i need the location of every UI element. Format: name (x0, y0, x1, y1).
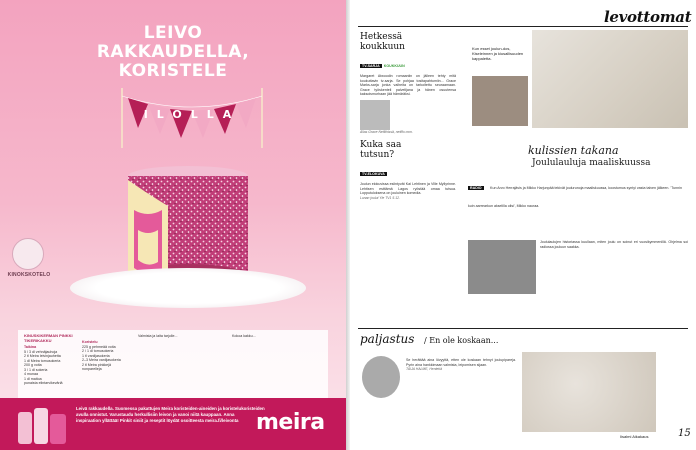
headline-1-line-2: koukkuun (360, 42, 405, 52)
ingredient: punaista elintarvikeväriä (24, 381, 63, 385)
article-headline-1 (360, 32, 456, 52)
meira-logo: meira (256, 410, 325, 435)
kulissien-takana-heading: kulissien takana (528, 144, 619, 157)
article-body-2: Joulun elokuvissa esiintyvät Kai Lehtinen ja Ville Myllyrinne. Lehtisen esittämä Lagos ryöstää omaa tutsua. Lopputuloksena on jouluinen komedia. (360, 181, 456, 196)
paljastus-heading: paljastus (360, 332, 415, 346)
page-footer: Iisalmi Aikakaus (620, 434, 649, 439)
headline-2-line-1: Kuka saa (360, 139, 402, 150)
ad-headline (0, 24, 346, 81)
recipe-instructions-2: Kokoa kakku... (232, 334, 256, 338)
ad-headline-line-1: LEIVO (143, 23, 203, 43)
car-photo (468, 240, 536, 294)
ad-headline-line-2: RAKKAUDELLA, (96, 42, 250, 62)
headline-2-line-2: tutsun? (360, 149, 395, 160)
article-body-3: Kun Arvo Herrajävis ja Mikko Harjunpää tekivät joulurunoja maaliskuussa, koostumus syntyi vasta talven jälkeen. 'Tunnin kuin aarrearkun akselilla olisi', Mikko nauraa. (468, 186, 682, 208)
grace-marks-photo (360, 100, 390, 130)
recipe-ingredients-dough (24, 334, 74, 394)
ingredient: 5 / 3 dl vehnäjauhoja (24, 349, 58, 354)
middle-article (468, 176, 688, 212)
paljastus-article (406, 358, 516, 371)
ingredient: 1 dl Meira tomusokeria (24, 358, 61, 363)
ingredient: 2 tl Meira pinkkejä nonparelleja (82, 362, 111, 371)
ingredient: 4 munaa (24, 372, 38, 376)
ingredient: 1 dl maitoa (24, 376, 42, 381)
paljastus-body: Se herättää aina lövyyttä, etten ole koskaan tehnyt joulupipareja. Pyrin aina hankkimaan valmista, leipomisen sijaan. (406, 358, 516, 367)
meira-advertisement (0, 0, 346, 450)
ingredient: 200 g voita (24, 363, 42, 367)
top-rule-divider (358, 26, 688, 27)
article-headline-2 (360, 140, 456, 160)
category-tag-3: RADIO (470, 186, 482, 190)
ad-slogan-line-3: inspiraation yllättää! Pinkit siniit ja reseptit löydät osoitteesta meira.fi/leivonta (76, 418, 239, 423)
left-column (360, 32, 456, 200)
article-body-4: Joululaulujen historiassa kuullaan, miten joulu on soinut eri vuosikymmenillä. Ohjelma soi radiossa jouluun saakka. (540, 240, 688, 249)
category-tag: TV-SARJA (362, 64, 380, 68)
article-signature-2: Lunan joulut Yle TV1 5.12. (360, 195, 400, 200)
banner-text: ILOLLA (143, 108, 241, 121)
ad-slogan (76, 406, 265, 424)
recipe-sub-decor: Koristelu (82, 340, 98, 344)
author-avatar (362, 356, 400, 398)
cake-plate (70, 268, 306, 308)
headline-1-line-1: Hetkessä (360, 32, 403, 42)
recipe-sub-dough: Taikina (24, 345, 37, 349)
paljastus-subheading: / En ole koskaan... (424, 336, 499, 345)
photo-caption: Kun esset joulun-dos, Kiseleinnen ja kiusallisuuden kappaletta. (472, 46, 524, 61)
christmas-gift-photo (532, 30, 688, 128)
ingredient: 1 tl vaniljasokeria (82, 353, 110, 358)
recipe-box (18, 330, 328, 398)
ingredient: 2 / 1 dl tomusokeria (82, 349, 114, 353)
christmas-apples-photo (522, 352, 656, 432)
ad-slogan-line-1: Leivä rakkaudella. Suomessa pakattujen Meira koristeiden-aineiden ja koristelukoristeiden (76, 406, 265, 411)
man-portrait-photo (470, 74, 530, 128)
category-tag-2: TV-ELOKUVA (362, 171, 385, 176)
meira-products-image (16, 404, 70, 446)
page-number: 15 (678, 428, 691, 439)
article-headline-3: Joululauluja maaliskuussa (532, 158, 651, 168)
ingredient: 3 / 1 dl sokeria (24, 367, 48, 372)
paljastus-rule-divider (358, 328, 688, 329)
section-title: levottomat (604, 8, 692, 26)
article-body-1: Margaret Atwoodin romaaniin on jälleen tehty mitä koukuttavin tv-sarja. Se pohjaa tositapahtumiin... Grace Marks-sarja jonka vaiheita on tarkoitettu seuraamaan. Grace työskenteli palvelijana ja hänen osuutensa kaksoismurhaan jää hämäräksi. (360, 74, 456, 97)
recipe-heading: KINUSKIKERMAN PINKKI TIKERIKAKKU (24, 333, 73, 343)
magazine-page (350, 0, 696, 450)
ad-headline-line-3: KORISTELE (118, 61, 228, 81)
kinuskikerma-stamp-icon (12, 238, 44, 270)
recipe-instructions-1: Valmista ja laita tarjolle... (138, 334, 178, 338)
ingredient: 225 g pehmeää voita (82, 344, 116, 349)
article-signature-1: Alias Grace Netflixissä, netflix.com. (360, 129, 413, 134)
ad-slogan-line-2: avulla onnistut. Varustaudu herkullisiin leivon ja vanoi niitä kauppaan. Anna (76, 412, 235, 417)
ingredient: 2–3 Meira vaniljasokeria (82, 358, 121, 362)
category-subtag: KOUKKUUN (383, 64, 405, 68)
stamp-label: KINOKSKOTELO (7, 272, 51, 278)
recipe-ingredients-decor (82, 334, 130, 394)
paljastus-signature: TAIJA HALME, Hentekä (406, 367, 442, 372)
ingredient: 2 tl Meira leivinjauhetta (24, 354, 61, 358)
